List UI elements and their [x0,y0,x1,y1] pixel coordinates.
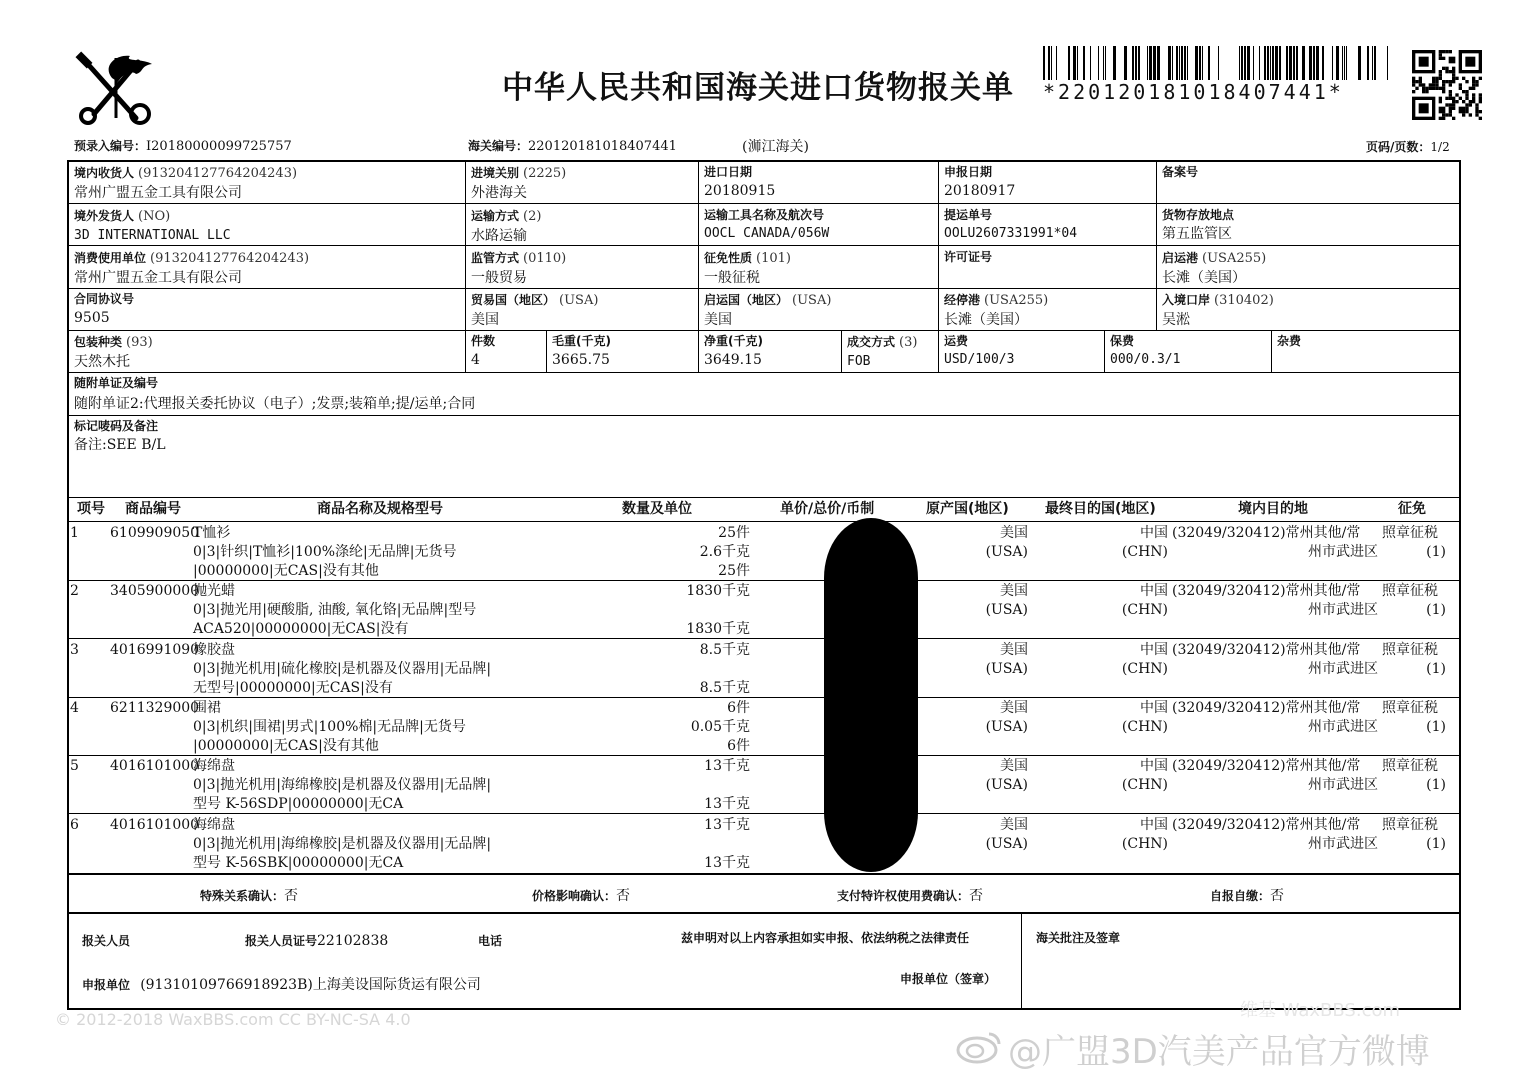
commodity-name: 海绵盘 [193,817,235,833]
item-no: 5 [70,758,79,774]
tax-mode: 照章征税 [1382,642,1438,658]
quantity-3: 8.5千克 [699,680,750,696]
domestic-dest-2: 州市武进区 [1308,602,1378,618]
spec-line-1: 0|3|抛光机用|海绵橡胶|是机器及仪器用|无品牌| [193,777,492,793]
customs-number: 220120181018407441 [528,139,677,154]
origin-code: (USA) [985,602,1028,618]
origin-code: (USA) [985,836,1028,852]
spec-line-2: 无型号|00000000|无CAS|没有 [193,680,393,696]
transport-mode-cell: 运输方式 (2) 水路运输 [471,209,542,244]
dest-code: (CHN) [1121,836,1168,852]
tax-nature-cell: 征免性质 (101) 一般征税 [704,251,791,286]
col-description: 商品名称及规格型号 [317,501,443,517]
col-commodity-code: 商品编号 [125,501,181,517]
copyright-watermark: © 2012-2018 WaxBBS.com CC BY-NC-SA 4.0 [55,1010,411,1029]
pre-entry-number: I20180000099725757 [146,139,292,154]
seal-label: 申报单位（签章） [900,972,997,986]
quantity-3: 1830千克 [686,621,750,637]
domestic-dest-2: 州市武进区 [1308,544,1378,560]
item-no: 6 [70,817,79,833]
domestic-dest: (32049/320412)常州其他/常 [1172,642,1361,658]
entry-port-cell: 入境口岸 (310402) 吴淞 [1162,293,1274,328]
commodity-code: 6211329000 [110,700,200,716]
origin-country: 美国 [1000,642,1028,658]
contract-cell: 合同协议号 9505 [74,292,135,326]
col-origin: 原产国(地区) [926,501,1009,517]
tax-code: (1) [1426,602,1446,618]
tax-mode: 照章征税 [1382,525,1438,541]
dest-code: (CHN) [1121,719,1168,735]
package-type-cell: 包装种类 (93) 天然木托 [74,335,153,370]
origin-code: (USA) [985,719,1028,735]
supervision-cell: 监管方式 (0110) 一般贸易 [471,251,567,286]
origin-country: 美国 [1000,700,1028,716]
price-impact: 价格影响确认：否 [532,888,631,904]
origin-country: 美国 [1000,525,1028,541]
packages-cell: 件数 4 [471,334,496,368]
tax-code: (1) [1426,836,1446,852]
stop-port-cell: 经停港 (USA255) 长滩（美国） [944,293,1049,328]
net-weight-cell: 净重(千克) 3649.15 [704,334,763,368]
royalty-confirm: 支付特许权使用费确认：否 [837,888,984,904]
origin-country: 美国 [1000,583,1028,599]
special-relation: 特殊关系确认：否 [200,888,299,904]
customs-emblem [72,48,162,128]
weibo-watermark: @广盟3D汽美产品官方微博 [1008,1032,1430,1072]
marks-cell: 标记唛码及备注 备注:SEE B/L [74,419,166,453]
commodity-name: 海绵盘 [193,758,235,774]
domestic-dest-2: 州市武进区 [1308,777,1378,793]
deal-mode-cell: 成交方式 (3) FOB [847,335,918,369]
tax-mode: 照章征税 [1382,583,1438,599]
commodity-code: 4016101000 [110,758,200,774]
redaction-mark [824,518,918,872]
domestic-dest-2: 州市武进区 [1308,836,1378,852]
quantity-1: 13千克 [704,758,750,774]
tax-code: (1) [1426,661,1446,677]
spec-line-1: 0|3|抛光用|硬酸脂, 油酸, 氧化铬|无品牌|型号 [193,602,477,618]
dest-country: 中国 [1140,642,1168,658]
customs-no: 海关编号：220120181018407441 [468,139,677,154]
quantity-1: 13千克 [704,817,750,833]
origin-code: (USA) [985,777,1028,793]
item-no: 1 [70,525,79,541]
dest-code: (CHN) [1121,544,1168,560]
tax-mode: 照章征税 [1382,758,1438,774]
dest-code: (CHN) [1121,602,1168,618]
col-quantity: 数量及单位 [622,501,692,517]
declarant-id: 报关人员证号22102838 [245,933,389,949]
insurance-cell: 保费 000/0.3/1 [1110,334,1181,367]
dest-code: (CHN) [1121,777,1168,793]
col-domestic-dest: 境内目的地 [1238,501,1308,517]
quantity-3: 25件 [718,563,750,579]
dest-country: 中国 [1140,817,1168,833]
spec-line-2: |00000000|无CAS|没有其他 [193,738,379,754]
commodity-code: 4016991090 [110,642,200,658]
col-tax: 征免 [1398,501,1426,517]
storage-cell: 货物存放地点 第五监管区 [1162,208,1235,242]
origin-country-cell: 启运国（地区） (USA) 美国 [704,293,832,328]
spec-line-1: 0|3|抛光机用|海绵橡胶|是机器及仪器用|无品牌| [193,836,492,852]
spec-line-2: |00000000|无CAS|没有其他 [193,563,379,579]
misc-cell: 杂费 [1277,334,1302,348]
quantity-3: 13千克 [704,855,750,871]
quantity-1: 1830千克 [686,583,750,599]
commodity-name: 抛光蜡 [193,583,235,599]
domestic-dest: (32049/320412)常州其他/常 [1172,758,1361,774]
dest-country: 中国 [1140,525,1168,541]
origin-code: (USA) [985,661,1028,677]
spec-line-1: 0|3|机织|围裙|男式|100%棉|无品牌|无货号 [193,719,466,735]
domestic-dest-2: 州市武进区 [1308,719,1378,735]
consignor-cell: 境外发货人 (NO) 3D INTERNATIONAL LLC [74,209,231,243]
tax-code: (1) [1426,777,1446,793]
trade-country-cell: 贸易国（地区） (USA) 美国 [471,293,599,328]
commodity-code: 6109909050 [110,525,200,541]
declare-date-cell: 申报日期 20180917 [944,165,1016,199]
spec-line-1: 0|3|针织|T恤衫|100%涤纶|无品牌|无货号 [193,544,457,560]
commodity-name: 橡胶盘 [193,642,235,658]
tax-code: (1) [1426,544,1446,560]
documents-cell: 随附单证及编号 随附单证2:代理报关委托协议（电子）;发票;装箱单;提/运单;合同 [74,376,476,412]
commodity-name: 围裙 [193,700,221,716]
quantity-1: 25件 [718,525,750,541]
barcode [1043,46,1395,80]
vessel-cell: 运输工具名称及航次号 OOCL CANADA/056W [704,208,830,241]
site-watermark: 维基 WaxBBS.com [1240,1000,1401,1021]
declaring-unit: 申报单位 (91310109766918923B)上海美设国际货运有限公司 [82,977,481,993]
commodity-name: T恤衫 [193,525,231,541]
item-no: 4 [70,700,79,716]
tax-mode: 照章征税 [1382,817,1438,833]
domestic-dest: (32049/320412)常州其他/常 [1172,525,1361,541]
tax-mode: 照章征税 [1382,700,1438,716]
dest-country: 中国 [1140,583,1168,599]
domestic-dest: (32049/320412)常州其他/常 [1172,700,1361,716]
consignee-cell: 境内收货人 (913204127764204243) 常州广盟五金工具有限公司 [74,166,298,201]
spec-line-2: 型号 K-56SDP|00000000|无CA [193,796,404,812]
domestic-dest: (32049/320412)常州其他/常 [1172,817,1361,833]
weibo-icon [955,1028,1003,1064]
customs-office: (浉江海关) [742,139,809,155]
domestic-dest: (32049/320412)常州其他/常 [1172,583,1361,599]
record-no-cell: 备案号 [1162,165,1199,179]
departure-port-cell: 启运港 (USA255) 长滩（美国） [1162,251,1267,286]
spec-line-2: 型号 K-56SBK|00000000|无CA [193,855,404,871]
declarant-label: 报关人员 [82,934,131,948]
quantity-2: 0.05千克 [690,719,750,735]
page-title: 中华人民共和国海关进口货物报关单 [502,70,1014,106]
entry-customs-cell: 进境关别 (2225) 外港海关 [471,166,567,201]
origin-code: (USA) [985,544,1028,560]
page-count: 页码/页数：1/2 [1366,140,1450,154]
origin-country: 美国 [1000,817,1028,833]
origin-country: 美国 [1000,758,1028,774]
consumer-cell: 消费使用单位 (913204127764204243) 常州广盟五金工具有限公司 [74,251,310,286]
item-no: 3 [70,642,79,658]
quantity-3: 6件 [727,738,750,754]
dest-code: (CHN) [1121,661,1168,677]
quantity-1: 6件 [727,700,750,716]
license-cell: 许可证号 [944,250,993,264]
domestic-dest-2: 州市武进区 [1308,661,1378,677]
consignee-value: 常州广盟五金工具有限公司 [74,185,242,201]
self-pay: 自报自缴：否 [1210,888,1285,904]
tax-code: (1) [1426,719,1446,735]
import-date-cell: 进口日期 20180915 [704,165,776,199]
dest-country: 中国 [1140,758,1168,774]
spec-line-2: ACA520|00000000|无CAS|没有 [193,621,409,637]
col-item-no: 项号 [77,501,105,517]
customs-approval: 海关批注及签章 [1036,931,1121,945]
legal-statement: 兹申明对以上内容承担如实申报、依法纳税之法律责任 [681,931,970,945]
col-price: 单价/总价/币制 [780,501,875,517]
dest-country: 中国 [1140,700,1168,716]
quantity-3: 13千克 [704,796,750,812]
bill-of-lading-cell: 提运单号 OOLU2607331991*04 [944,208,1078,241]
qr-code [1412,50,1482,120]
gross-weight-cell: 毛重(千克) 3665.75 [552,334,611,368]
quantity-2: 2.6千克 [699,544,750,560]
commodity-code: 4016101000 [110,817,200,833]
phone-label: 电话 [478,934,503,948]
freight-cell: 运费 USD/100/3 [944,334,1015,367]
quantity-1: 8.5千克 [699,642,750,658]
barcode-text: *220120181018407441* [1043,80,1344,104]
commodity-code: 3405900000 [110,583,200,599]
spec-line-1: 0|3|抛光机用|硫化橡胶|是机器及仪器用|无品牌| [193,661,492,677]
pre-entry: 预录入编号：I20180000099725757 [74,139,292,154]
col-destination: 最终目的国(地区) [1045,501,1156,517]
item-no: 2 [70,583,79,599]
